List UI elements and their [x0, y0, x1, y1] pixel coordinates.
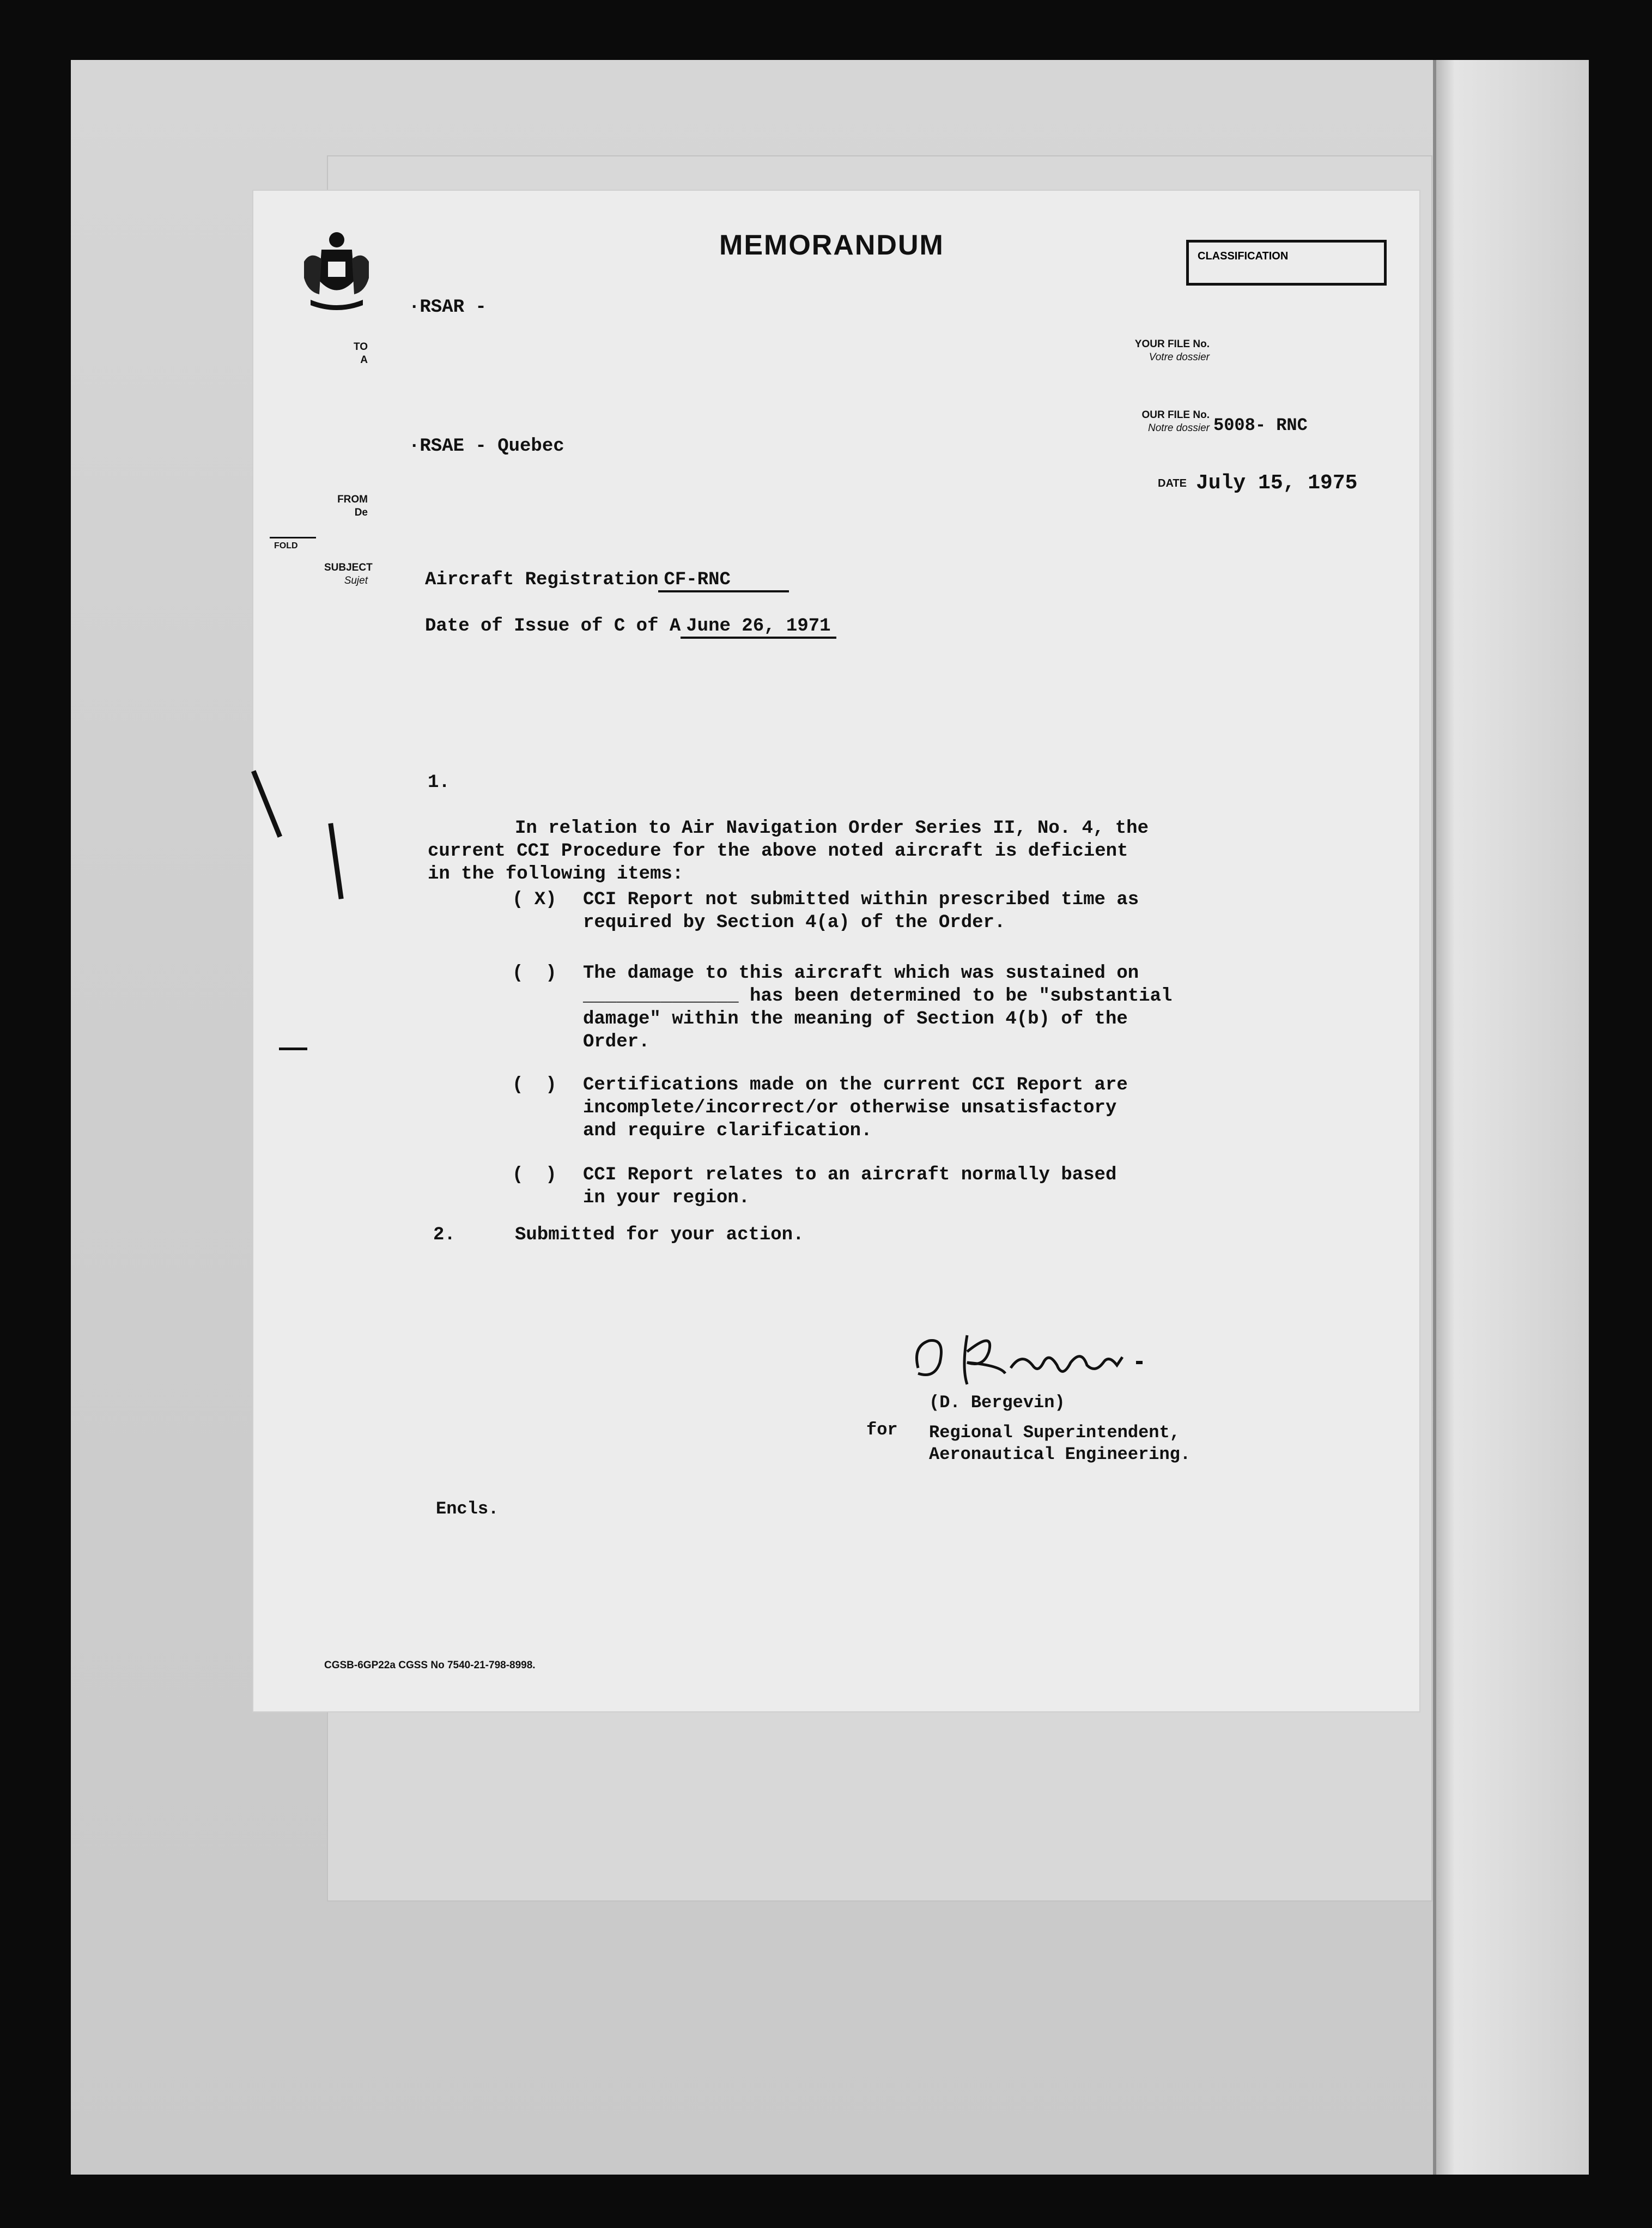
para2-text: Submitted for your action.	[515, 1225, 804, 1245]
our-file-label-fr: Notre dossier	[1148, 422, 1210, 434]
aircraft-registration-line	[425, 570, 789, 592]
our-file-label: OUR FILE No.	[1141, 409, 1210, 421]
aircraft-registration-value: CF-RNC	[658, 570, 789, 592]
signature-title-1: Regional Superintendent,	[929, 1422, 1180, 1443]
your-file-block	[1046, 338, 1210, 364]
from-value: ·RSAE - Quebec	[409, 436, 564, 457]
date-of-issue-value: June 26, 1971	[681, 616, 836, 639]
date-of-issue-line	[425, 616, 836, 639]
from-label: FROM	[337, 494, 368, 505]
coat-of-arms-icon	[300, 229, 373, 313]
to-label-block	[346, 341, 368, 367]
signature-title-2: Aeronautical Engineering.	[929, 1444, 1191, 1464]
subject-label-block	[324, 561, 373, 588]
item-3-check: ( )	[512, 1075, 557, 1095]
handwritten-signature-icon	[907, 1319, 1191, 1395]
classification-label: CLASSIFICATION	[1198, 250, 1289, 262]
form-number: CGSB-6GP22a CGSS No 7540-21-798-8998.	[324, 1660, 536, 1671]
to-label: TO	[353, 341, 368, 353]
item-1-check: ( X)	[512, 889, 557, 910]
to-value: ·RSAR -	[409, 297, 487, 318]
date-value: July 15, 1975	[1196, 471, 1358, 495]
from-label-fr: De	[354, 507, 368, 518]
your-file-label: YOUR FILE No.	[1134, 338, 1210, 350]
para1-text: In relation to Air Navigation Order Series II, No. 4, the current CCI Procedure for the above noted aircraft is deficient in the following items:	[428, 818, 1149, 885]
subject-label-fr: Sujet	[344, 575, 368, 586]
date-label: DATE	[1158, 477, 1187, 489]
fold-label: FOLD	[274, 541, 298, 550]
item-1-text: CCI Report not submitted within prescribed time as required by Section 4(a) of the Order.	[583, 889, 1139, 933]
subject-label: SUBJECT	[324, 562, 373, 573]
item-2-text: The damage to this aircraft which was sustained on ______________ has been determined to be "substantial damage" within the meaning of Section 4(b) of the Order.	[583, 963, 1173, 1052]
memorandum-page	[253, 191, 1419, 1711]
item-3-text: Certifications made on the current CCI Report are incomplete/incorrect/or otherwise unsatisfactory and require clarification.	[583, 1075, 1128, 1141]
to-label-fr: A	[360, 354, 368, 366]
folder-edge	[1433, 60, 1589, 2175]
our-file-value: 5008- RNC	[1213, 415, 1308, 435]
page-title: MEMORANDUM	[719, 229, 944, 261]
signature-name: (D. Bergevin)	[929, 1393, 1065, 1413]
item-2-check: ( )	[512, 963, 557, 984]
item-4-check: ( )	[512, 1165, 557, 1185]
your-file-label-fr: Votre dossier	[1149, 352, 1210, 363]
our-file-block	[1046, 409, 1210, 435]
pen-mark-3	[279, 1048, 307, 1050]
date-of-issue-label: Date of Issue of C of A	[425, 616, 681, 637]
classification-box[interactable]	[1186, 240, 1387, 286]
enclosures: Encls.	[436, 1499, 499, 1519]
para1-number: 1.	[428, 772, 450, 793]
signature-for: for	[866, 1420, 898, 1440]
fold-line	[270, 537, 316, 538]
aircraft-registration-label: Aircraft Registration	[425, 570, 659, 590]
para2-number: 2.	[433, 1225, 455, 1245]
item-4-text: CCI Report relates to an aircraft normally based in your region.	[583, 1165, 1117, 1208]
from-label-block	[324, 493, 368, 519]
